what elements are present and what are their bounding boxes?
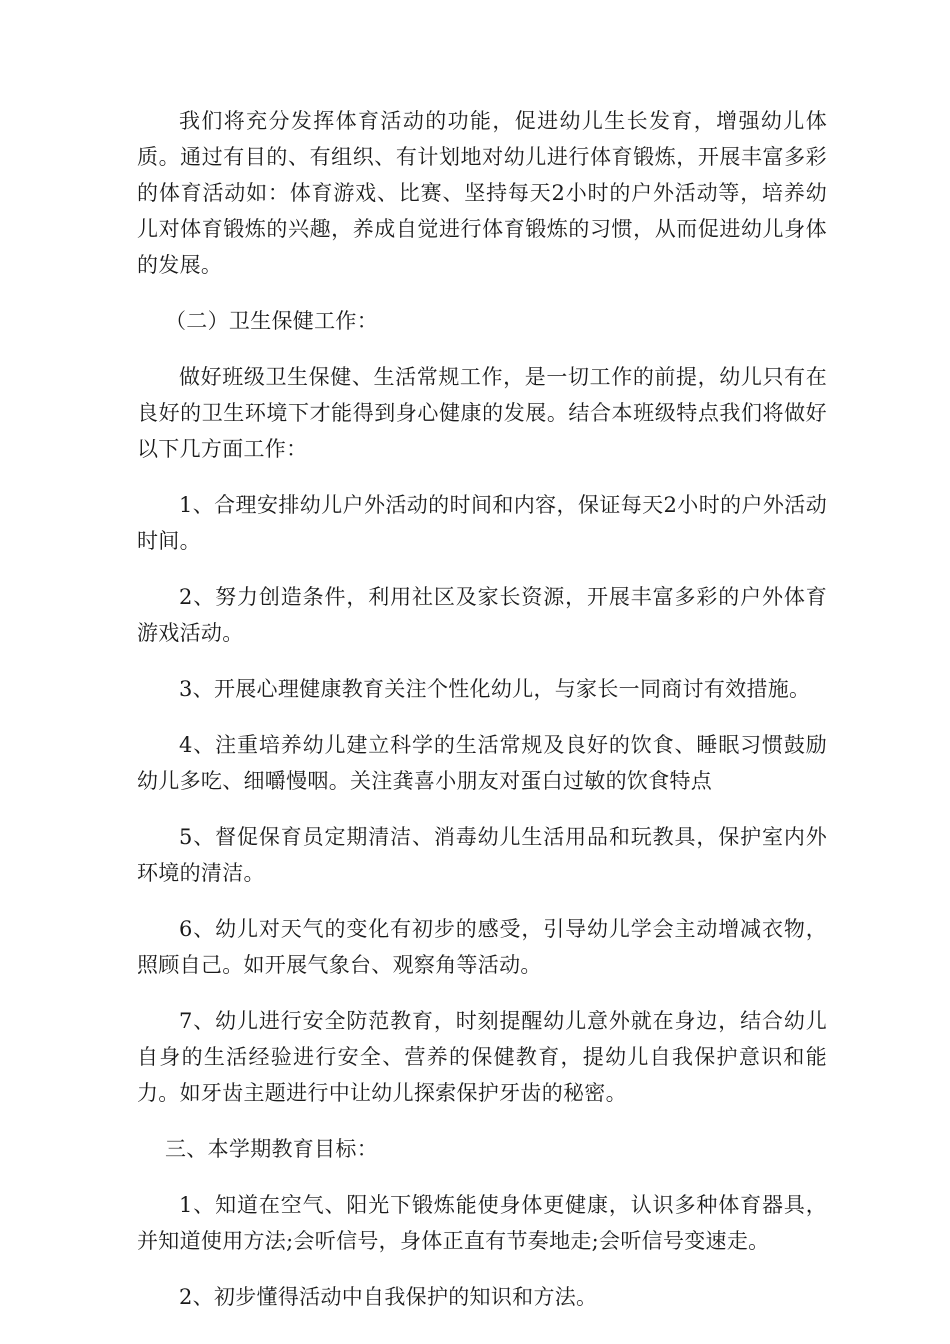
section-heading-education-goals: 三、本学期教育目标：	[165, 1137, 378, 1161]
goal-item-2: 2、初步懂得活动中自我保护的知识和方法。	[179, 1285, 598, 1309]
list-item-1: 1、合理安排幼儿户外活动的时间和内容，保证每天2小时的户外活动时间。	[137, 493, 827, 553]
list-item-2: 2、努力创造条件，利用社区及家长资源，开展丰富多彩的户外体育游戏活动。	[137, 585, 827, 645]
goal-item-1: 1、知道在空气、阳光下锻炼能使身体更健康，认识多种体育器具，并知道使用方法;会听信号，身体正直有节奏地走;会听信号变速走。	[137, 1193, 827, 1253]
list-item-6: 6、幼儿对天气的变化有初步的感受，引导幼儿学会主动增减衣物，照顾自己。如开展气象台、观察角等活动。	[137, 917, 827, 977]
list-item-7: 7、幼儿进行安全防范教育，时刻提醒幼儿意外就在身边，结合幼儿自身的生活经验进行安全、营养的保健教育，提幼儿自我保护意识和能力。如牙齿主题进行中让幼儿探索保护牙齿的秘密。	[137, 1009, 827, 1105]
section-heading-health-care: （二）卫生保健工作：	[165, 309, 378, 333]
list-item-4: 4、注重培养幼儿建立科学的生活常规及良好的饮食、睡眠习惯鼓励幼儿多吃、细嚼慢咽。关注龚喜小朋友对蛋白过敏的饮食特点	[137, 733, 827, 793]
list-item-5: 5、督促保育员定期清洁、消毒幼儿生活用品和玩教具，保护室内外环境的清洁。	[137, 825, 827, 885]
list-item-3: 3、开展心理健康教育关注个性化幼儿，与家长一同商讨有效措施。	[179, 677, 811, 701]
document-body	[137, 103, 827, 1335]
paragraph-sports-activities: 我们将充分发挥体育活动的功能，促进幼儿生长发育，增强幼儿体质。通过有目的、有组织、有计划地对幼儿进行体育锻炼，开展丰富多彩的体育活动如：体育游戏、比赛、坚持每天2小时的户外活动等，培养幼儿对体育锻炼的兴趣，养成自觉进行体育锻炼的习惯，从而促进幼儿身体的发展。	[137, 109, 827, 277]
paragraph-health-care-intro: 做好班级卫生保健、生活常规工作，是一切工作的前提，幼儿只有在良好的卫生环境下才能得到身心健康的发展。结合本班级特点我们将做好以下几方面工作：	[137, 365, 827, 461]
